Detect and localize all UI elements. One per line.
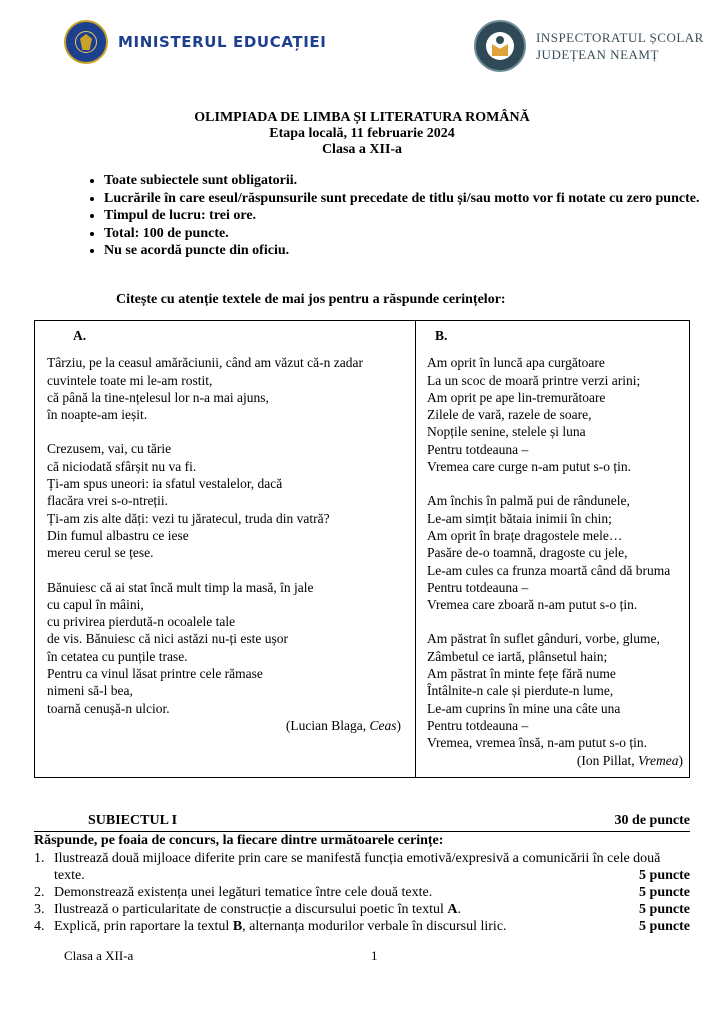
text-b-column bbox=[427, 327, 683, 769]
verse-line: de vis. Bănuiesc că nici astăzi nu-ți este ușor bbox=[47, 631, 289, 647]
verse-line: nimeni să-l bea, bbox=[47, 683, 133, 699]
requirement-number: 4. bbox=[34, 919, 45, 934]
text-b-author: (Ion Pillat, bbox=[576, 752, 639, 768]
text-a-label: A. bbox=[73, 328, 87, 343]
verse-line: toarnă cenușă-n ulcior. bbox=[47, 700, 170, 716]
text-b-verses bbox=[427, 354, 683, 751]
subject-points: 30 de puncte bbox=[614, 813, 690, 828]
inspectorate-name-line1: INSPECTORATUL ȘCOLAR bbox=[536, 30, 704, 45]
text-b-label: B. bbox=[435, 328, 448, 343]
ministry-name: MINISTERUL EDUCAȚIEI bbox=[118, 33, 327, 51]
requirement-number: 1. bbox=[34, 851, 45, 866]
text-a-source-close: ) bbox=[396, 717, 401, 733]
text-a-author: (Lucian Blaga, bbox=[285, 717, 370, 733]
verse-line: că niciodată sfârșit nu va fi. bbox=[47, 458, 197, 474]
verse-line: Pentru totdeauna – bbox=[427, 441, 529, 457]
verse-line: Am închis în palmă pui de rândunele, bbox=[427, 493, 630, 509]
verse-line: Întâlnite-n cale și pierdute-n lume, bbox=[427, 683, 614, 699]
requirement-points: 5 puncte bbox=[639, 885, 690, 900]
verse-line: Din fumul albastru ce iese bbox=[47, 527, 189, 543]
inspectorate-header bbox=[474, 20, 704, 74]
verse-line: Ți-am zis alte dăți: vezi tu jăratecul, truda din vatră? bbox=[47, 510, 330, 526]
rule-item: • Nu se acordă puncte din oficiu. bbox=[104, 242, 716, 260]
verse-line: Târziu, pe la ceasul amărăciunii, când am văzut că-n zadar bbox=[47, 355, 363, 371]
verse-line: Am oprit în luncă apa curgătoare bbox=[427, 355, 605, 371]
stanza-gap bbox=[47, 562, 407, 579]
text-b-source bbox=[427, 752, 683, 769]
rule-item: • Toate subiectele sunt obligatorii. bbox=[104, 172, 716, 190]
footer-class: Clasa a XII-a bbox=[64, 948, 134, 963]
requirement-points: 5 puncte bbox=[639, 902, 690, 917]
requirement-item bbox=[34, 901, 690, 918]
verse-line: Zâmbetul ce iartă, plânsetul hain; bbox=[427, 648, 608, 664]
verse-line: Ți-am spus uneori: ia sfatul vestalelor, dacă bbox=[47, 476, 283, 492]
requirement-text-bold: B bbox=[232, 919, 243, 934]
inspectorate-name-line2: JUDEȚEAN NEAMȚ bbox=[536, 47, 659, 62]
subject-heading bbox=[34, 813, 690, 832]
reading-instruction: Citește cu atenție textele de mai jos pentru a răspunde cerințelor: bbox=[116, 292, 506, 307]
texts-table bbox=[34, 320, 690, 778]
verse-line: în cetatea cu punțile trase. bbox=[47, 648, 188, 664]
page-number: 1 bbox=[371, 948, 378, 963]
requirement-text bbox=[54, 918, 690, 935]
olympiad-title: OLIMPIADA DE LIMBA ȘI LITERATURA ROMÂNĂ bbox=[194, 110, 530, 125]
verse-line: cu privirea pierdută-n ocoalele tale bbox=[47, 614, 236, 630]
verse-line: Vremea care zboară n-am putut s-o țin. bbox=[427, 597, 638, 613]
requirement-item bbox=[34, 884, 690, 901]
subject-name: SUBIECTUL I bbox=[88, 813, 178, 828]
rule-item: • Lucrările în care eseul/răspunsurile sunt precedate de titlu și/sau motto vor fi notate cu zero puncte. bbox=[104, 190, 716, 208]
text-b-source-close: ) bbox=[678, 752, 683, 768]
requirement-text: Demonstrează existența unei legături tematice între cele două texte. bbox=[54, 885, 433, 900]
verse-line: cu capul în mâini, bbox=[47, 596, 144, 612]
ministry-header bbox=[64, 20, 327, 66]
verse-line: cuvintele toate mi le-am rostit, bbox=[47, 372, 213, 388]
verse-line: Vremea, vremea însă, n-am putut s-o țin. bbox=[427, 735, 647, 751]
verse-line: Vremea care curge n-am putut s-o țin. bbox=[427, 459, 631, 475]
verse-line: flacăra vrei s-o-ntrеții. bbox=[47, 493, 169, 509]
verse-line: că până la tine-nțelesul lor n-a mai ajuns, bbox=[47, 389, 269, 405]
column-divider bbox=[415, 321, 416, 777]
requirement-points: 5 puncte bbox=[639, 868, 690, 883]
verse-line: Crezusem, vai, cu tărie bbox=[47, 441, 172, 457]
verse-line: Le-am simțit bătaia inimii în chin; bbox=[427, 510, 612, 526]
text-a-column bbox=[47, 327, 407, 734]
olympiad-class: Clasa a XII-a bbox=[321, 142, 403, 157]
verse-line: mereu cerul se țese. bbox=[47, 545, 154, 561]
requirements-intro: Răspunde, pe foaia de concurs, la fiecare dintre următoarele cerințe: bbox=[34, 833, 444, 848]
requirement-text: Ilustrează două mijloace diferite prin care se manifestă funcția emotivă/expresivă a comunicării în cele două texte. bbox=[54, 851, 661, 883]
text-a-source bbox=[47, 717, 407, 734]
requirement-text-part: Ilustrează o particularitate de construcție a discursului poetic în textul bbox=[54, 902, 448, 917]
verse-line: Le-am cules ca frunza moartă când dă bruma bbox=[427, 562, 671, 578]
requirement-item bbox=[34, 918, 690, 935]
verse-line: La un scoc de moară printre verzi arini; bbox=[427, 372, 641, 388]
requirement-text bbox=[54, 901, 690, 918]
requirement-text-part: , alternanța modurilor verbale în discursul liric. bbox=[242, 919, 507, 934]
verse-line: Pasăre de-o toamnă, dragoste cu jele, bbox=[427, 545, 628, 561]
stanza-gap bbox=[47, 423, 407, 440]
verse-line: Pentru totdeauna – bbox=[427, 717, 529, 733]
verse-line: Zilele de vară, razele de soare, bbox=[427, 407, 592, 423]
verse-line: Pentru totdeauna – bbox=[427, 579, 529, 595]
verse-line: Le-am cuprins în mine una câte una bbox=[427, 700, 621, 716]
rule-item: • Timpul de lucru: trei ore. bbox=[104, 207, 716, 225]
requirement-item bbox=[34, 850, 690, 884]
text-a-title: Ceas bbox=[369, 717, 397, 733]
stanza-gap bbox=[427, 613, 683, 630]
verse-line: Bănuiesc că ai stat încă mult timp la masă, în jale bbox=[47, 579, 314, 595]
verse-line: Am păstrat în suflet gânduri, vorbe, glume, bbox=[427, 631, 660, 647]
rule-item: • Total: 100 de puncte. bbox=[104, 225, 716, 243]
verse-line: Pentru ca vinul lăsat printre cele rămase bbox=[47, 666, 263, 682]
inspectorate-logo-icon bbox=[474, 20, 526, 72]
requirement-number: 3. bbox=[34, 902, 45, 917]
requirement-points: 5 puncte bbox=[639, 919, 690, 934]
requirement-text-part: . bbox=[457, 902, 462, 917]
stanza-gap bbox=[427, 475, 683, 492]
verse-line: Am păstrat în minte fețe fără nume bbox=[427, 666, 616, 682]
rules-list bbox=[82, 172, 716, 260]
verse-line: Am oprit pe ape lin-tremurătoare bbox=[427, 389, 606, 405]
text-b-title: Vremea bbox=[638, 752, 679, 768]
text-a-verses bbox=[47, 354, 407, 717]
verse-line: Am oprit în brațe dragostele mele… bbox=[427, 527, 623, 543]
requirement-text-bold: A bbox=[447, 902, 458, 917]
olympiad-stage: Etapa locală, 11 februarie 2024 bbox=[269, 126, 455, 141]
requirement-text-part: Explică, prin raportare la textul bbox=[54, 919, 233, 934]
requirement-number: 2. bbox=[34, 885, 45, 900]
government-seal-icon bbox=[64, 20, 108, 64]
verse-line: Nopțile senine, stelele și luna bbox=[427, 424, 586, 440]
verse-line: în noapte-am ieșit. bbox=[47, 407, 148, 423]
